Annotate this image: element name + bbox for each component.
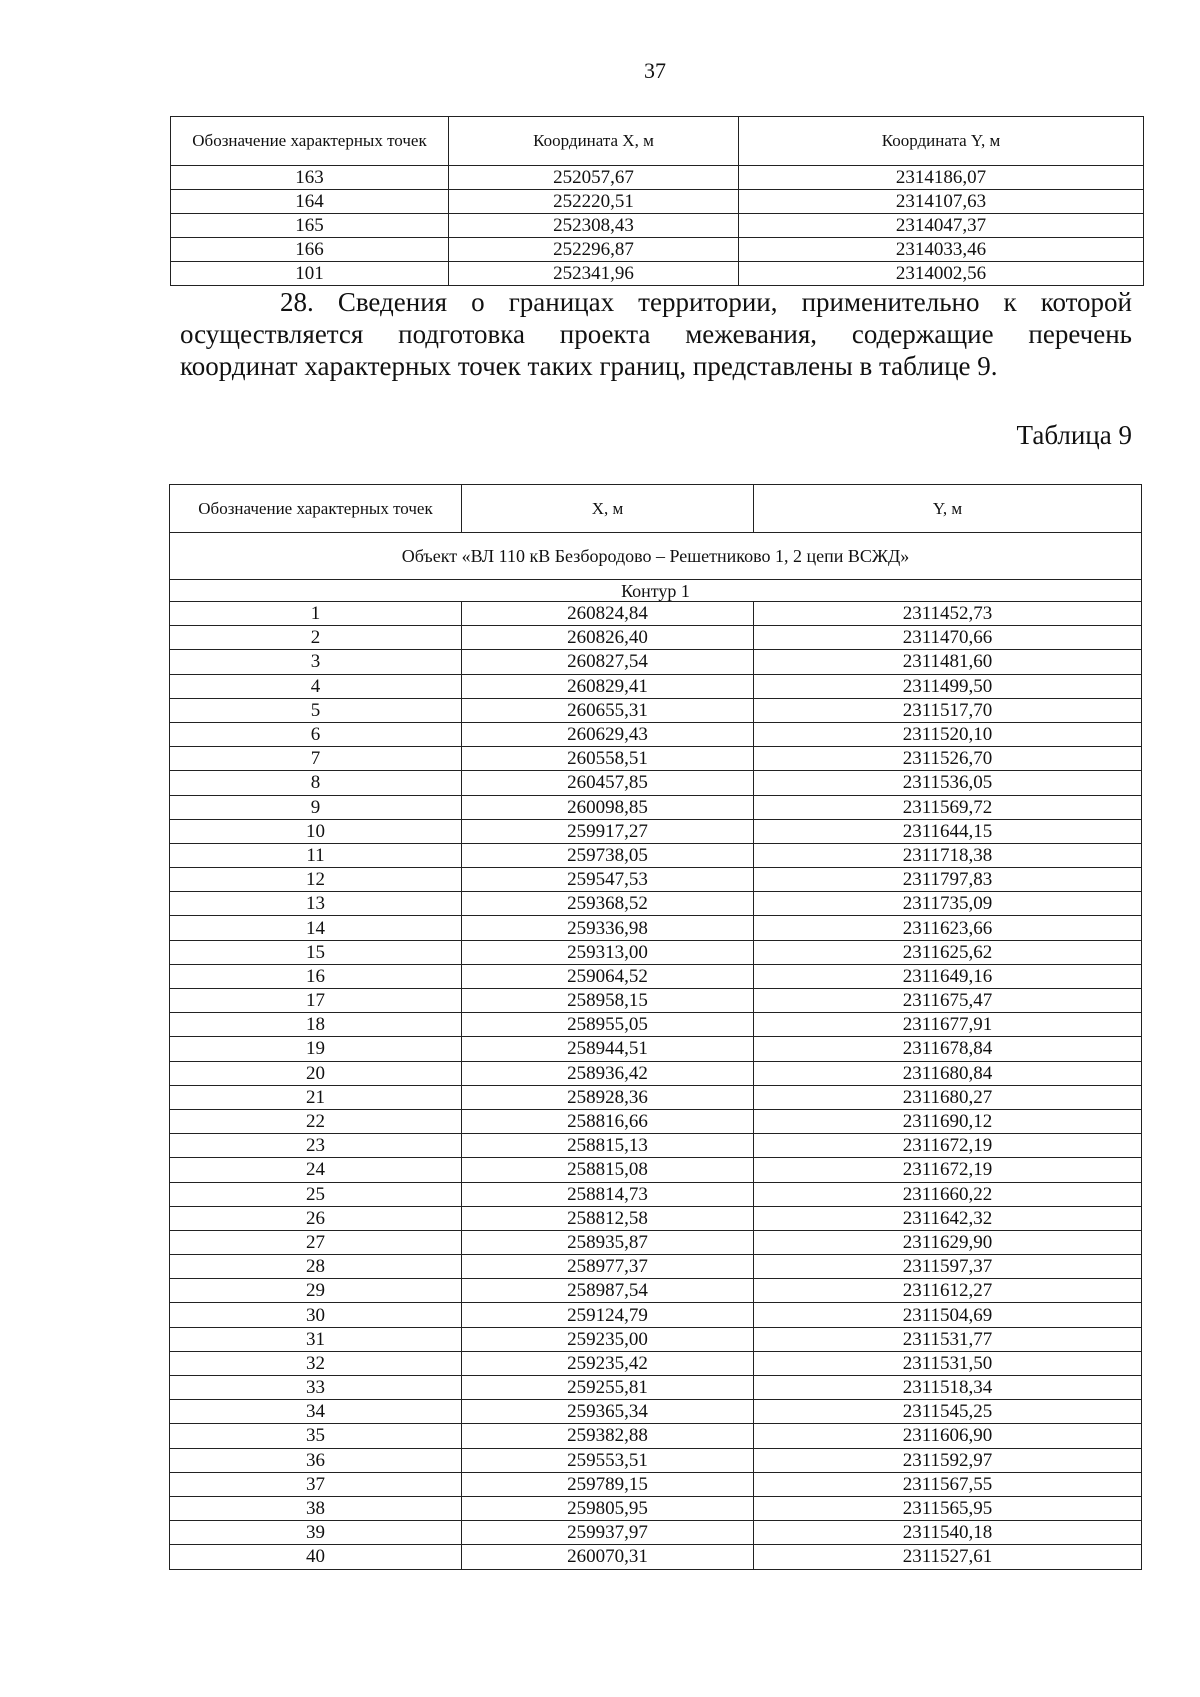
table-row (170, 1521, 1142, 1545)
table-row (171, 214, 1144, 238)
table-row (170, 602, 1142, 626)
table-row (170, 1134, 1142, 1158)
y-coordinate: 2311527,61 (754, 1545, 1142, 1569)
x-coordinate: 252296,87 (449, 238, 739, 262)
point-id: 166 (171, 238, 449, 262)
table-row (170, 916, 1142, 940)
x-coordinate: 259235,42 (462, 1351, 754, 1375)
header-point: Обозначение характерных точек (171, 117, 449, 166)
y-coordinate: 2311644,15 (754, 819, 1142, 843)
x-coordinate: 260629,43 (462, 722, 754, 746)
y-coordinate: 2311565,95 (754, 1496, 1142, 1520)
object-title: Объект «ВЛ 110 кВ Безбородово – Решетниково 1, 2 цепи ВСЖД» (170, 533, 1142, 580)
point-id: 1 (170, 602, 462, 626)
y-coordinate: 2311517,70 (754, 698, 1142, 722)
y-coordinate: 2311567,55 (754, 1472, 1142, 1496)
y-coordinate: 2311678,84 (754, 1037, 1142, 1061)
x-coordinate: 252220,51 (449, 190, 739, 214)
x-coordinate: 259553,51 (462, 1448, 754, 1472)
x-coordinate: 252341,96 (449, 262, 739, 286)
table-row (170, 747, 1142, 771)
table-row (170, 1376, 1142, 1400)
point-id: 19 (170, 1037, 462, 1061)
y-coordinate: 2311675,47 (754, 989, 1142, 1013)
x-coordinate: 260827,54 (462, 650, 754, 674)
y-coordinate: 2311797,83 (754, 868, 1142, 892)
point-id: 22 (170, 1109, 462, 1133)
y-coordinate: 2311481,60 (754, 650, 1142, 674)
x-coordinate: 258816,66 (462, 1109, 754, 1133)
y-coordinate: 2314047,37 (739, 214, 1144, 238)
table-row (170, 1279, 1142, 1303)
table-row (170, 964, 1142, 988)
x-coordinate: 260457,85 (462, 771, 754, 795)
y-coordinate: 2311642,32 (754, 1206, 1142, 1230)
x-coordinate: 259313,00 (462, 940, 754, 964)
table-row (170, 940, 1142, 964)
point-id: 164 (171, 190, 449, 214)
y-coordinate: 2314002,56 (739, 262, 1144, 286)
table-row (170, 1327, 1142, 1351)
y-coordinate: 2311540,18 (754, 1521, 1142, 1545)
y-coordinate: 2311672,19 (754, 1158, 1142, 1182)
x-coordinate: 259336,98 (462, 916, 754, 940)
table-row (170, 1255, 1142, 1279)
y-coordinate: 2311612,27 (754, 1279, 1142, 1303)
table-row (170, 1037, 1142, 1061)
x-coordinate: 260558,51 (462, 747, 754, 771)
point-id: 15 (170, 940, 462, 964)
table-row (170, 1061, 1142, 1085)
y-coordinate: 2311531,77 (754, 1327, 1142, 1351)
x-coordinate: 260829,41 (462, 674, 754, 698)
x-coordinate: 258987,54 (462, 1279, 754, 1303)
y-coordinate: 2311470,66 (754, 626, 1142, 650)
y-coordinate: 2311677,91 (754, 1013, 1142, 1037)
table-row (171, 262, 1144, 286)
x-coordinate: 260826,40 (462, 626, 754, 650)
y-coordinate: 2314107,63 (739, 190, 1144, 214)
y-coordinate: 2311649,16 (754, 964, 1142, 988)
y-coordinate: 2311531,50 (754, 1351, 1142, 1375)
x-coordinate: 259805,95 (462, 1496, 754, 1520)
point-id: 4 (170, 674, 462, 698)
table-row (170, 1496, 1142, 1520)
point-id: 30 (170, 1303, 462, 1327)
x-coordinate: 258958,15 (462, 989, 754, 1013)
point-id: 13 (170, 892, 462, 916)
x-coordinate: 252308,43 (449, 214, 739, 238)
point-id: 39 (170, 1521, 462, 1545)
paragraph-line: осуществляется подготовка проекта межевания, содержащие перечень (180, 319, 1132, 349)
point-id: 10 (170, 819, 462, 843)
point-id: 101 (171, 262, 449, 286)
table-header-row (170, 485, 1142, 533)
table-row (170, 1448, 1142, 1472)
table-row (170, 1158, 1142, 1182)
contour-title: Контур 1 (170, 580, 1142, 602)
y-coordinate: 2311452,73 (754, 602, 1142, 626)
point-id: 7 (170, 747, 462, 771)
x-coordinate: 259937,97 (462, 1521, 754, 1545)
point-id: 24 (170, 1158, 462, 1182)
point-id: 3 (170, 650, 462, 674)
x-coordinate: 259365,34 (462, 1400, 754, 1424)
table-row (170, 795, 1142, 819)
table-row (171, 238, 1144, 262)
table-row (170, 698, 1142, 722)
point-id: 23 (170, 1134, 462, 1158)
x-coordinate: 259064,52 (462, 964, 754, 988)
y-coordinate: 2311518,34 (754, 1376, 1142, 1400)
header-point: Обозначение характерных точек (170, 485, 462, 533)
point-id: 17 (170, 989, 462, 1013)
x-coordinate: 260824,84 (462, 602, 754, 626)
x-coordinate: 260070,31 (462, 1545, 754, 1569)
y-coordinate: 2314033,46 (739, 238, 1144, 262)
table-row (170, 1351, 1142, 1375)
y-coordinate: 2311690,12 (754, 1109, 1142, 1133)
point-id: 12 (170, 868, 462, 892)
point-id: 31 (170, 1327, 462, 1351)
table-row (170, 1400, 1142, 1424)
y-coordinate: 2311625,62 (754, 940, 1142, 964)
point-id: 26 (170, 1206, 462, 1230)
x-coordinate: 259235,00 (462, 1327, 754, 1351)
point-id: 36 (170, 1448, 462, 1472)
y-coordinate: 2311629,90 (754, 1230, 1142, 1254)
x-coordinate: 258944,51 (462, 1037, 754, 1061)
y-coordinate: 2311660,22 (754, 1182, 1142, 1206)
y-coordinate: 2311597,37 (754, 1255, 1142, 1279)
y-coordinate: 2311504,69 (754, 1303, 1142, 1327)
table-row (170, 626, 1142, 650)
point-id: 37 (170, 1472, 462, 1496)
x-coordinate: 259368,52 (462, 892, 754, 916)
table-row (170, 892, 1142, 916)
point-id: 2 (170, 626, 462, 650)
table-row (170, 722, 1142, 746)
x-coordinate: 259547,53 (462, 868, 754, 892)
point-id: 14 (170, 916, 462, 940)
section-paragraph (180, 286, 1132, 382)
y-coordinate: 2311606,90 (754, 1424, 1142, 1448)
table-row (170, 1545, 1142, 1569)
point-id: 8 (170, 771, 462, 795)
table-row (170, 1013, 1142, 1037)
point-id: 28 (170, 1255, 462, 1279)
point-id: 20 (170, 1061, 462, 1085)
y-coordinate: 2311623,66 (754, 916, 1142, 940)
point-id: 21 (170, 1085, 462, 1109)
point-id: 32 (170, 1351, 462, 1375)
point-id: 33 (170, 1376, 462, 1400)
y-coordinate: 2311592,97 (754, 1448, 1142, 1472)
x-coordinate: 258928,36 (462, 1085, 754, 1109)
y-coordinate: 2311526,70 (754, 747, 1142, 771)
x-coordinate: 258815,13 (462, 1134, 754, 1158)
table-row (171, 166, 1144, 190)
table-row (170, 989, 1142, 1013)
table-row (170, 674, 1142, 698)
table-row (170, 1230, 1142, 1254)
x-coordinate: 258936,42 (462, 1061, 754, 1085)
y-coordinate: 2311569,72 (754, 795, 1142, 819)
contour-row (170, 580, 1142, 602)
y-coordinate: 2311735,09 (754, 892, 1142, 916)
y-coordinate: 2314186,07 (739, 166, 1144, 190)
y-coordinate: 2311680,84 (754, 1061, 1142, 1085)
table-row (170, 1085, 1142, 1109)
paragraph-line: координат характерных точек таких границ, представлены в таблице 9. (180, 351, 998, 381)
header-x: X, м (462, 485, 754, 533)
point-id: 9 (170, 795, 462, 819)
paragraph-line: 28. Сведения о границах территории, применительно к которой (280, 287, 1132, 317)
x-coordinate: 259917,27 (462, 819, 754, 843)
table-row (171, 190, 1144, 214)
table-body (171, 166, 1144, 286)
x-coordinate: 259789,15 (462, 1472, 754, 1496)
x-coordinate: 260655,31 (462, 698, 754, 722)
x-coordinate: 258815,08 (462, 1158, 754, 1182)
table-row (170, 868, 1142, 892)
y-coordinate: 2311499,50 (754, 674, 1142, 698)
coordinates-table-continued (170, 116, 1144, 286)
table-row (170, 843, 1142, 867)
y-coordinate: 2311718,38 (754, 843, 1142, 867)
y-coordinate: 2311680,27 (754, 1085, 1142, 1109)
x-coordinate: 258935,87 (462, 1230, 754, 1254)
point-id: 11 (170, 843, 462, 867)
table-row (170, 819, 1142, 843)
table-row (170, 1303, 1142, 1327)
y-coordinate: 2311672,19 (754, 1134, 1142, 1158)
table-row (170, 1472, 1142, 1496)
table-body (170, 533, 1142, 1570)
point-id: 163 (171, 166, 449, 190)
x-coordinate: 259255,81 (462, 1376, 754, 1400)
table-row (170, 1424, 1142, 1448)
table-row (170, 1206, 1142, 1230)
point-id: 165 (171, 214, 449, 238)
point-id: 5 (170, 698, 462, 722)
table-row (170, 1182, 1142, 1206)
point-id: 16 (170, 964, 462, 988)
table-header-row (171, 117, 1144, 166)
page-number: 37 (644, 58, 666, 83)
y-coordinate: 2311520,10 (754, 722, 1142, 746)
point-id: 40 (170, 1545, 462, 1569)
point-id: 25 (170, 1182, 462, 1206)
y-coordinate: 2311536,05 (754, 771, 1142, 795)
point-id: 34 (170, 1400, 462, 1424)
x-coordinate: 258955,05 (462, 1013, 754, 1037)
object-row (170, 533, 1142, 580)
x-coordinate: 258812,58 (462, 1206, 754, 1230)
table-row (170, 650, 1142, 674)
x-coordinate: 259738,05 (462, 843, 754, 867)
point-id: 29 (170, 1279, 462, 1303)
x-coordinate: 258814,73 (462, 1182, 754, 1206)
point-id: 6 (170, 722, 462, 746)
x-coordinate: 252057,67 (449, 166, 739, 190)
header-x: Координата X, м (449, 117, 739, 166)
header-y: Y, м (754, 485, 1142, 533)
point-id: 18 (170, 1013, 462, 1037)
x-coordinate: 259124,79 (462, 1303, 754, 1327)
point-id: 38 (170, 1496, 462, 1520)
table-row (170, 1109, 1142, 1133)
table-caption: Таблица 9 (1016, 420, 1132, 450)
table-9 (169, 484, 1142, 1570)
header-y: Координата Y, м (739, 117, 1144, 166)
x-coordinate: 258977,37 (462, 1255, 754, 1279)
table-row (170, 771, 1142, 795)
point-id: 35 (170, 1424, 462, 1448)
point-id: 27 (170, 1230, 462, 1254)
x-coordinate: 259382,88 (462, 1424, 754, 1448)
y-coordinate: 2311545,25 (754, 1400, 1142, 1424)
x-coordinate: 260098,85 (462, 795, 754, 819)
